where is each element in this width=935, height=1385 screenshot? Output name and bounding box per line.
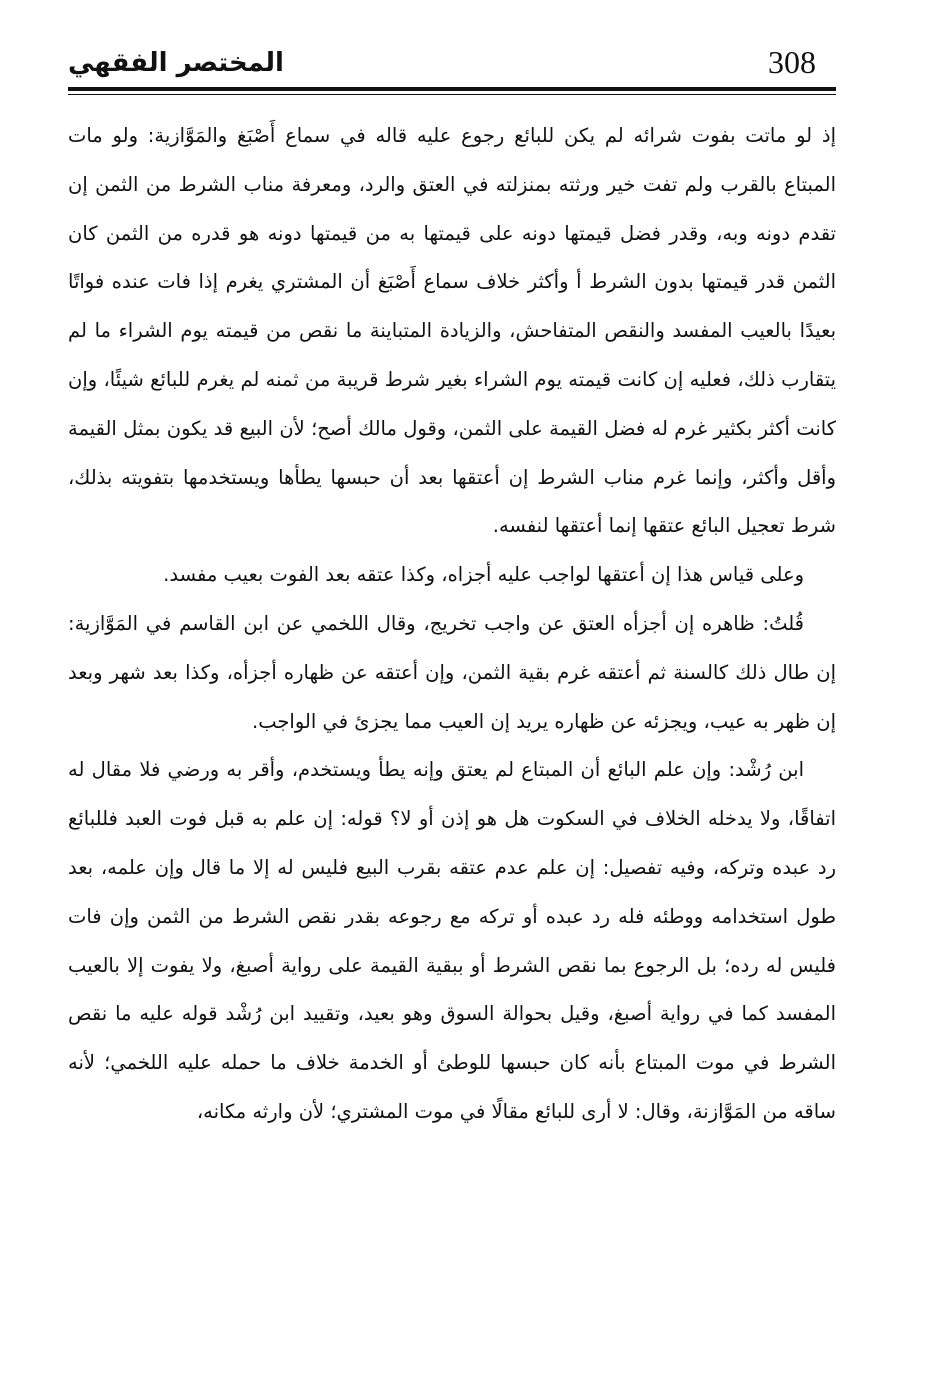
header-rule-thin <box>68 94 836 95</box>
paragraph: وعلى قياس هذا إن أعتقها لواجب عليه أجزاه، وكذا عتقه بعد الفوت بعيب مفسد. <box>163 563 804 587</box>
page-number: 308 <box>768 44 816 80</box>
page-header <box>68 40 836 90</box>
header-rule-thick <box>68 87 836 91</box>
paragraph: قُلتُ: ظاهره إن أجزأه العتق عن واجب تخريج، وقال اللخمي عن ابن القاسم في المَوَّازية: إن طال ذلك كالسنة ثم أعتقه غرم بقية الثمن، وإن أعتقه عن ظهاره أجزأه، وكذا بعد شهر وبعد إن ظهر به عيب، ويجزئه عن ظهاره يريد إن العيب مما يجزئ في الواجب. <box>68 611 836 733</box>
paragraph: إذ لو ماتت بفوت شرائه لم يكن للبائع رجوع عليه قاله في سماع أَصْبَغ والمَوَّازية: ولو مات المبتاع بالقرب ولم تفت خير ورثته بمنزلته في العتق والرد، ومعرفة مناب الشرط من الثمن إن تقدم دونه وبه، وقدر فضل قيمتها دونه على قيمتها به من قيمتها دونه هو قدره من الثمن كان الثمن قدر قيمتها بدون الشرط أ وأكثر خلاف سماع أَصْبَغ أن المشتري يغرم إذا فات عنده فواتًا بعيدًا بالعيب المفسد والنقص المتفاحش، والزيادة المتباينة ما نقص من قيمته يوم الشراء ما لم يتقارب ذلك، فعليه إن كانت قيمته يوم الشراء بغير شرط قريبة من ثمنه لم يغرم للبائع شيئًا، وإن كانت أكثر بكثير غرم له فضل القيمة على الثمن، وقول مالك أصح؛ لأن البيع قد يكون بمثل القيمة وأقل وأكثر، وإنما غرم مناب الشرط إن أعتقها بعد أن حبسها يطأها ويستخدمها بتفويته بذلك، شرط تعجيل البائع عتقها إنما أعتقها لنفسه. <box>68 124 836 538</box>
body-text <box>68 112 836 1137</box>
running-title: المختصر الفقهي <box>68 48 284 78</box>
paragraph: ابن رُشْد: وإن علم البائع أن المبتاع لم يعتق وإنه يطأ ويستخدم، وأقر به ورضي فلا مقال له اتفاقًا، ولا يدخله الخلاف في السكوت هل هو إذن أو لا؟ قوله: إن علم به قبل فوت العبد فللبائع رد عبده وتركه، وفيه تفصيل: إن علم عدم عتقه بقرب البيع فليس له إلا ما قال وإن علمه، بعد طول استخدامه ووطئه فله رد عبده أو تركه مع رجوعه بقدر نقص الشرط من الثمن وإن فات فليس له رده؛ بل الرجوع بما نقص الشرط أو ببقية القيمة على رواية أصبغ، ولا يفوت إلا بالعيب المفسد كما في رواية أصبغ، وقيل بحوالة السوق وهو بعيد، وتقييد ابن رُشْد قوله عليه ما نقص الشرط في موت المبتاع بأنه كان حبسها للوطئ أو الخدمة خلاف ما حمله عليه اللخمي؛ لأنه ساقه من المَوَّازنة، وقال: لا أرى للبائع مقالًا في موت المشتري؛ لأن وارثه مكانه، <box>68 758 836 1123</box>
